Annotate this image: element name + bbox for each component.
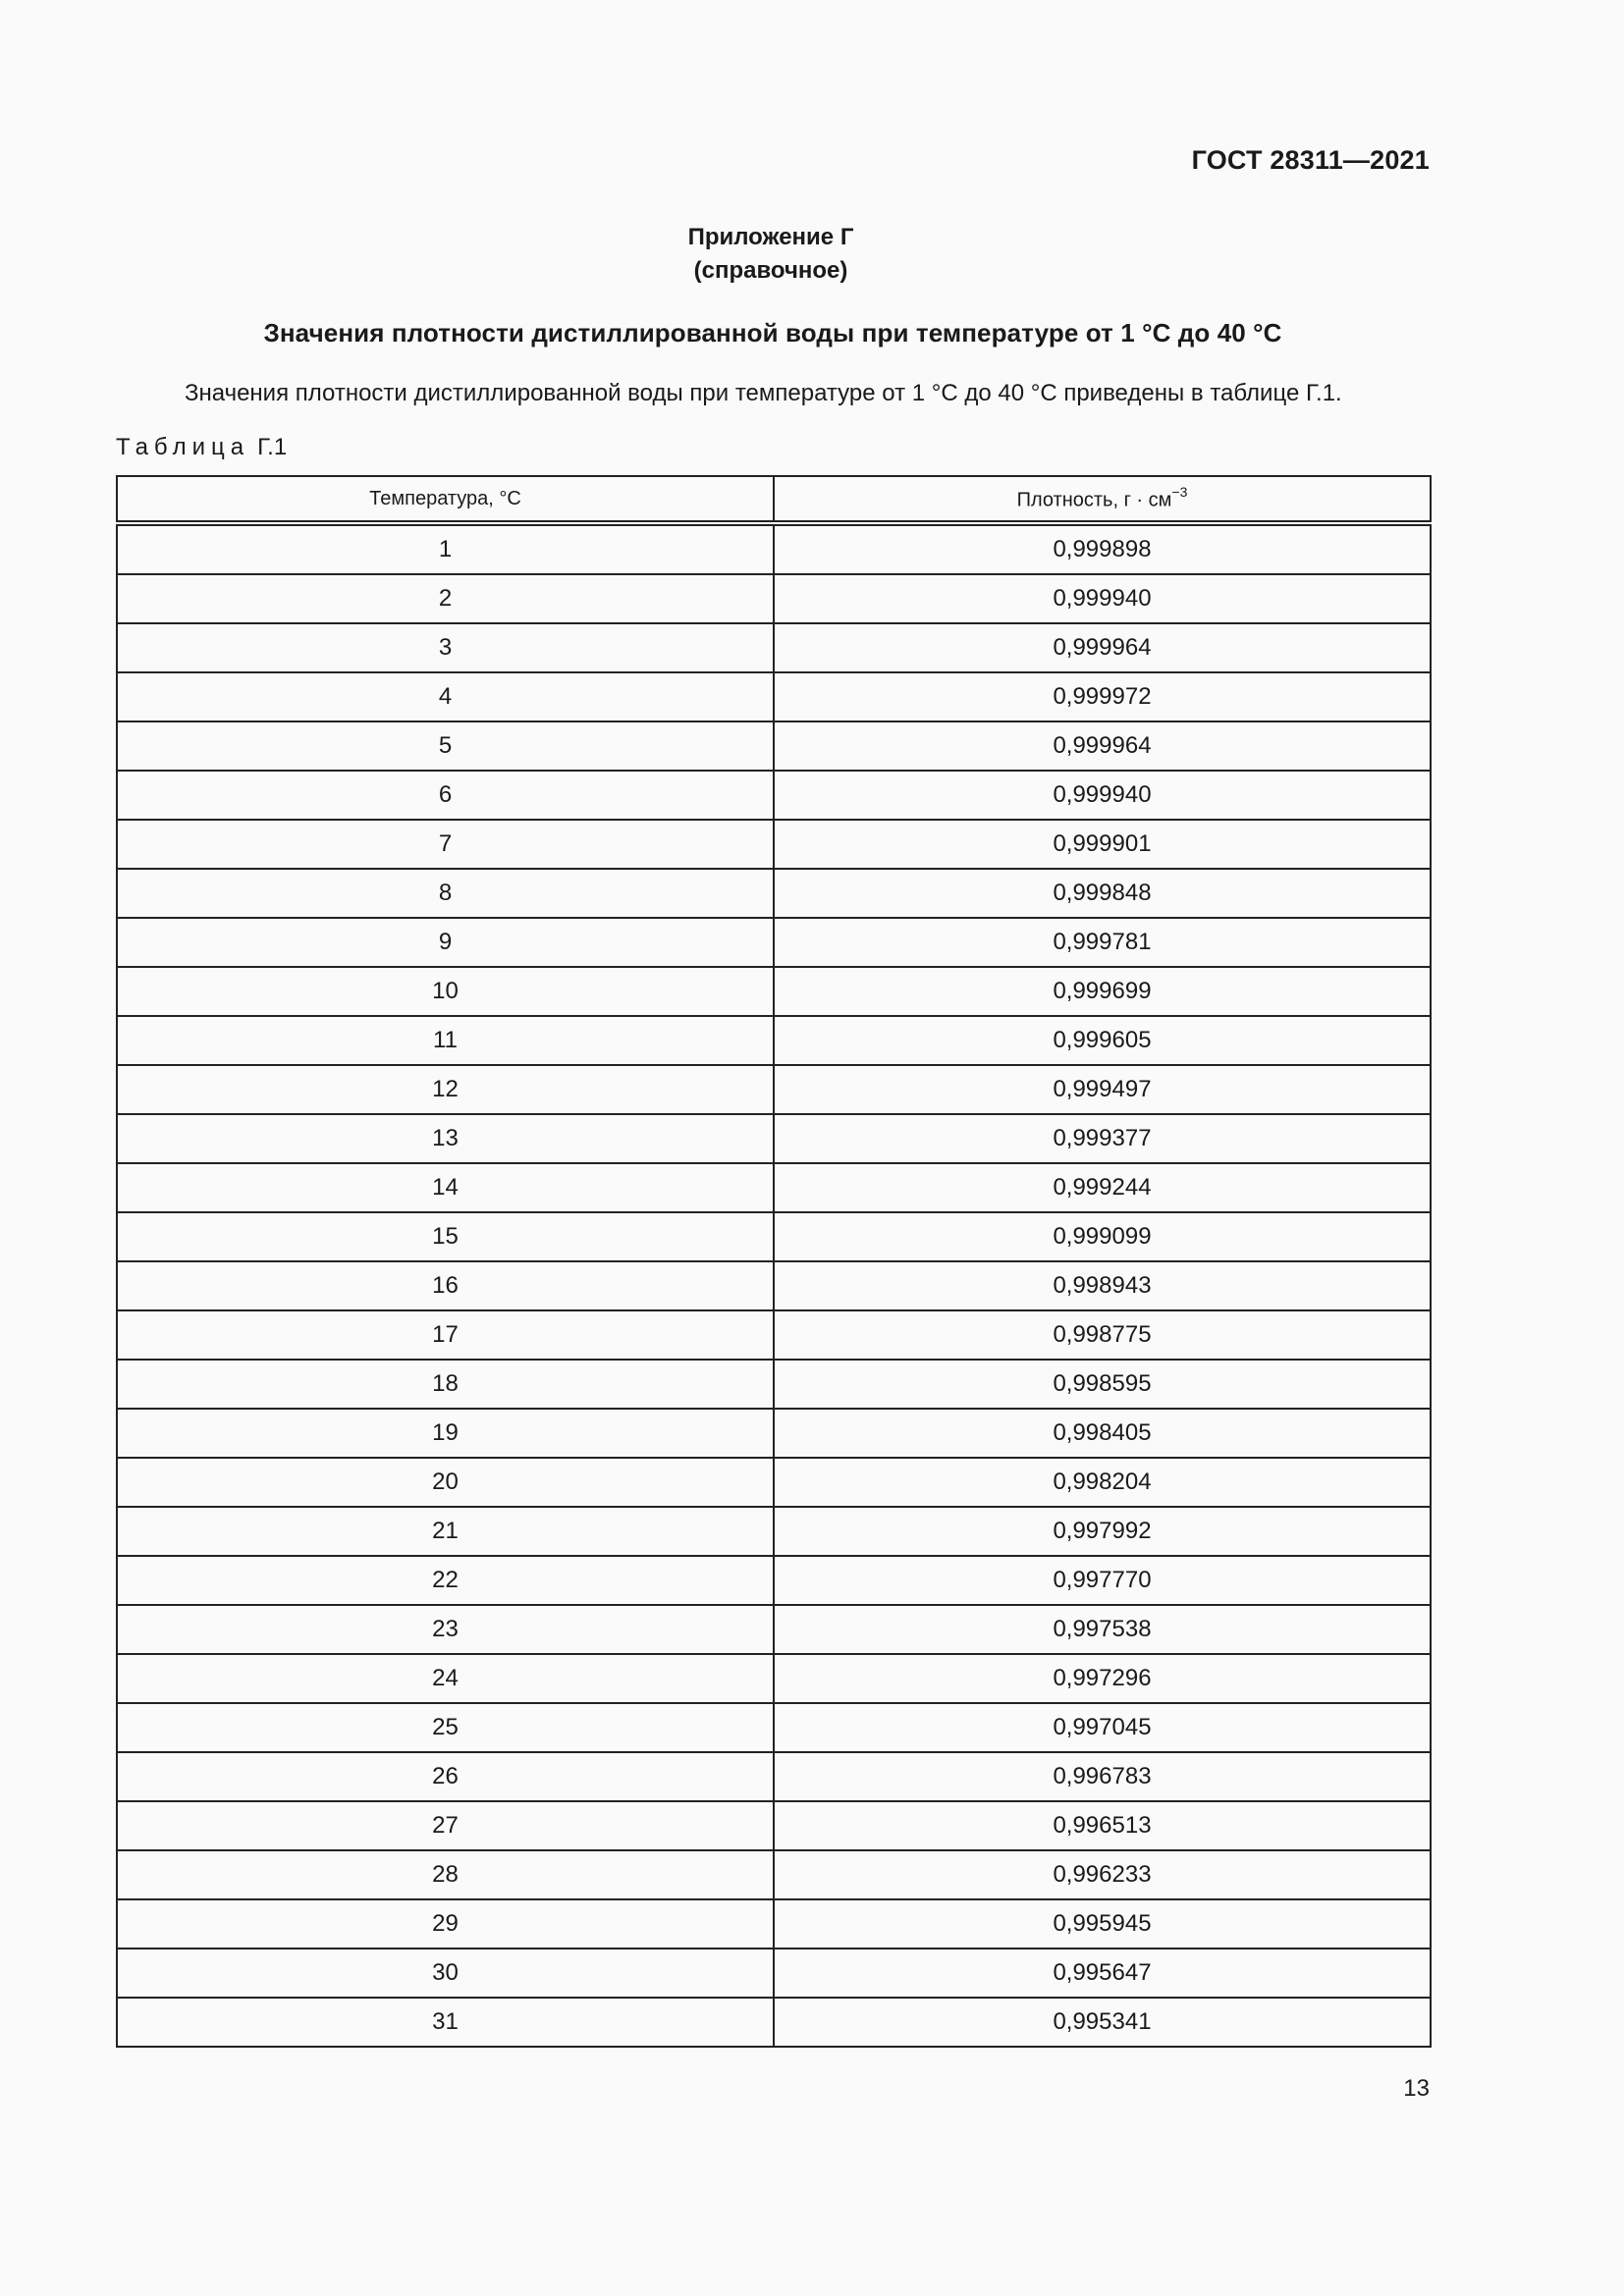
temperature-cell: 12 <box>117 1065 774 1114</box>
table-row <box>117 967 1431 1016</box>
table-caption-number: Г.1 <box>257 434 288 460</box>
table-row <box>117 1114 1431 1163</box>
column-header-density <box>774 476 1431 523</box>
density-cell: 0,999940 <box>774 574 1431 623</box>
density-cell: 0,999940 <box>774 771 1431 820</box>
table-row <box>117 1458 1431 1507</box>
table-row <box>117 1360 1431 1409</box>
table-row <box>117 1261 1431 1310</box>
table-row <box>117 1065 1431 1114</box>
density-cell: 0,999964 <box>774 721 1431 771</box>
temperature-cell: 13 <box>117 1114 774 1163</box>
table-row <box>117 1016 1431 1065</box>
temperature-cell: 28 <box>117 1850 774 1899</box>
table-row <box>117 1409 1431 1458</box>
section-title: Значения плотности дистиллированной воды при температуре от 1 °С до 40 °С <box>263 318 1282 347</box>
appendix-subtitle: (справочное) <box>693 257 848 284</box>
temperature-cell: 25 <box>117 1703 774 1752</box>
table-row <box>117 1703 1431 1752</box>
density-cell: 0,999901 <box>774 820 1431 869</box>
temperature-cell: 2 <box>117 574 774 623</box>
temperature-cell: 24 <box>117 1654 774 1703</box>
density-cell: 0,999244 <box>774 1163 1431 1212</box>
density-unit-label: Плотность, г · см <box>1016 489 1172 511</box>
temperature-cell: 15 <box>117 1212 774 1261</box>
temperature-cell: 8 <box>117 869 774 918</box>
temperature-cell: 17 <box>117 1310 774 1360</box>
density-cell: 0,999605 <box>774 1016 1431 1065</box>
table-row <box>117 1556 1431 1605</box>
temperature-cell: 18 <box>117 1360 774 1409</box>
temperature-cell: 30 <box>117 1949 774 1998</box>
density-cell: 0,996513 <box>774 1801 1431 1850</box>
density-cell: 0,997538 <box>774 1605 1431 1654</box>
table-header-row <box>117 476 1431 523</box>
table-row <box>117 1850 1431 1899</box>
density-cell: 0,995647 <box>774 1949 1431 1998</box>
temperature-cell: 19 <box>117 1409 774 1458</box>
density-cell: 0,995945 <box>774 1899 1431 1949</box>
density-table <box>116 475 1432 2048</box>
table-row <box>117 672 1431 721</box>
temperature-cell: 10 <box>117 967 774 1016</box>
density-cell: 0,999699 <box>774 967 1431 1016</box>
temperature-cell: 16 <box>117 1261 774 1310</box>
density-cell: 0,997992 <box>774 1507 1431 1556</box>
temperature-cell: 27 <box>117 1801 774 1850</box>
table-row <box>117 1507 1431 1556</box>
density-cell: 0,997770 <box>774 1556 1431 1605</box>
temperature-cell: 23 <box>117 1605 774 1654</box>
density-cell: 0,999964 <box>774 623 1431 672</box>
density-cell: 0,999099 <box>774 1212 1431 1261</box>
density-cell: 0,997296 <box>774 1654 1431 1703</box>
temperature-cell: 1 <box>117 523 774 574</box>
table-row <box>117 1998 1431 2047</box>
temperature-cell: 20 <box>117 1458 774 1507</box>
density-cell: 0,999781 <box>774 918 1431 967</box>
appendix-title: Приложение Г <box>687 224 854 250</box>
density-cell: 0,998775 <box>774 1310 1431 1360</box>
temperature-cell: 6 <box>117 771 774 820</box>
temperature-cell: 4 <box>117 672 774 721</box>
temperature-cell: 14 <box>117 1163 774 1212</box>
temperature-cell: 31 <box>117 1998 774 2047</box>
density-cell: 0,999972 <box>774 672 1431 721</box>
density-cell: 0,998204 <box>774 1458 1431 1507</box>
table-row <box>117 1212 1431 1261</box>
density-cell: 0,999377 <box>774 1114 1431 1163</box>
density-cell: 0,999497 <box>774 1065 1431 1114</box>
table-row <box>117 820 1431 869</box>
table-row <box>117 771 1431 820</box>
density-cell: 0,995341 <box>774 1998 1431 2047</box>
density-cell: 0,999848 <box>774 869 1431 918</box>
density-cell: 0,997045 <box>774 1703 1431 1752</box>
table-row <box>117 523 1431 574</box>
table-row <box>117 1899 1431 1949</box>
page-number: 13 <box>1403 2075 1430 2102</box>
table-row <box>117 1310 1431 1360</box>
table-row <box>117 1949 1431 1998</box>
temperature-cell: 22 <box>117 1556 774 1605</box>
table-row <box>117 623 1431 672</box>
table-row <box>117 1752 1431 1801</box>
table-body <box>117 523 1431 2047</box>
temperature-cell: 7 <box>117 820 774 869</box>
table-row <box>117 1163 1431 1212</box>
temperature-cell: 26 <box>117 1752 774 1801</box>
temperature-cell: 29 <box>117 1899 774 1949</box>
density-cell: 0,998405 <box>774 1409 1431 1458</box>
table-row <box>117 721 1431 771</box>
table-row <box>117 869 1431 918</box>
temperature-cell: 5 <box>117 721 774 771</box>
table-row <box>117 918 1431 967</box>
density-cell: 0,996783 <box>774 1752 1431 1801</box>
table-caption-word: Таблица <box>116 434 250 460</box>
table-row <box>117 574 1431 623</box>
density-unit-exponent: −3 <box>1171 483 1188 500</box>
table-row <box>117 1605 1431 1654</box>
column-header-temperature: Температура, °С <box>117 476 774 523</box>
temperature-cell: 21 <box>117 1507 774 1556</box>
temperature-cell: 3 <box>117 623 774 672</box>
intro-paragraph: Значения плотности дистиллированной воды при температуре от 1 °С до 40 °С приведены в таблице Г.1. <box>185 380 1342 406</box>
table-caption <box>116 434 287 461</box>
temperature-cell: 11 <box>117 1016 774 1065</box>
density-cell: 0,998943 <box>774 1261 1431 1310</box>
temperature-cell: 9 <box>117 918 774 967</box>
density-cell: 0,998595 <box>774 1360 1431 1409</box>
table-row <box>117 1801 1431 1850</box>
table-row <box>117 1654 1431 1703</box>
density-cell: 0,999898 <box>774 523 1431 574</box>
document-number: ГОСТ 28311—2021 <box>1191 145 1430 175</box>
density-cell: 0,996233 <box>774 1850 1431 1899</box>
